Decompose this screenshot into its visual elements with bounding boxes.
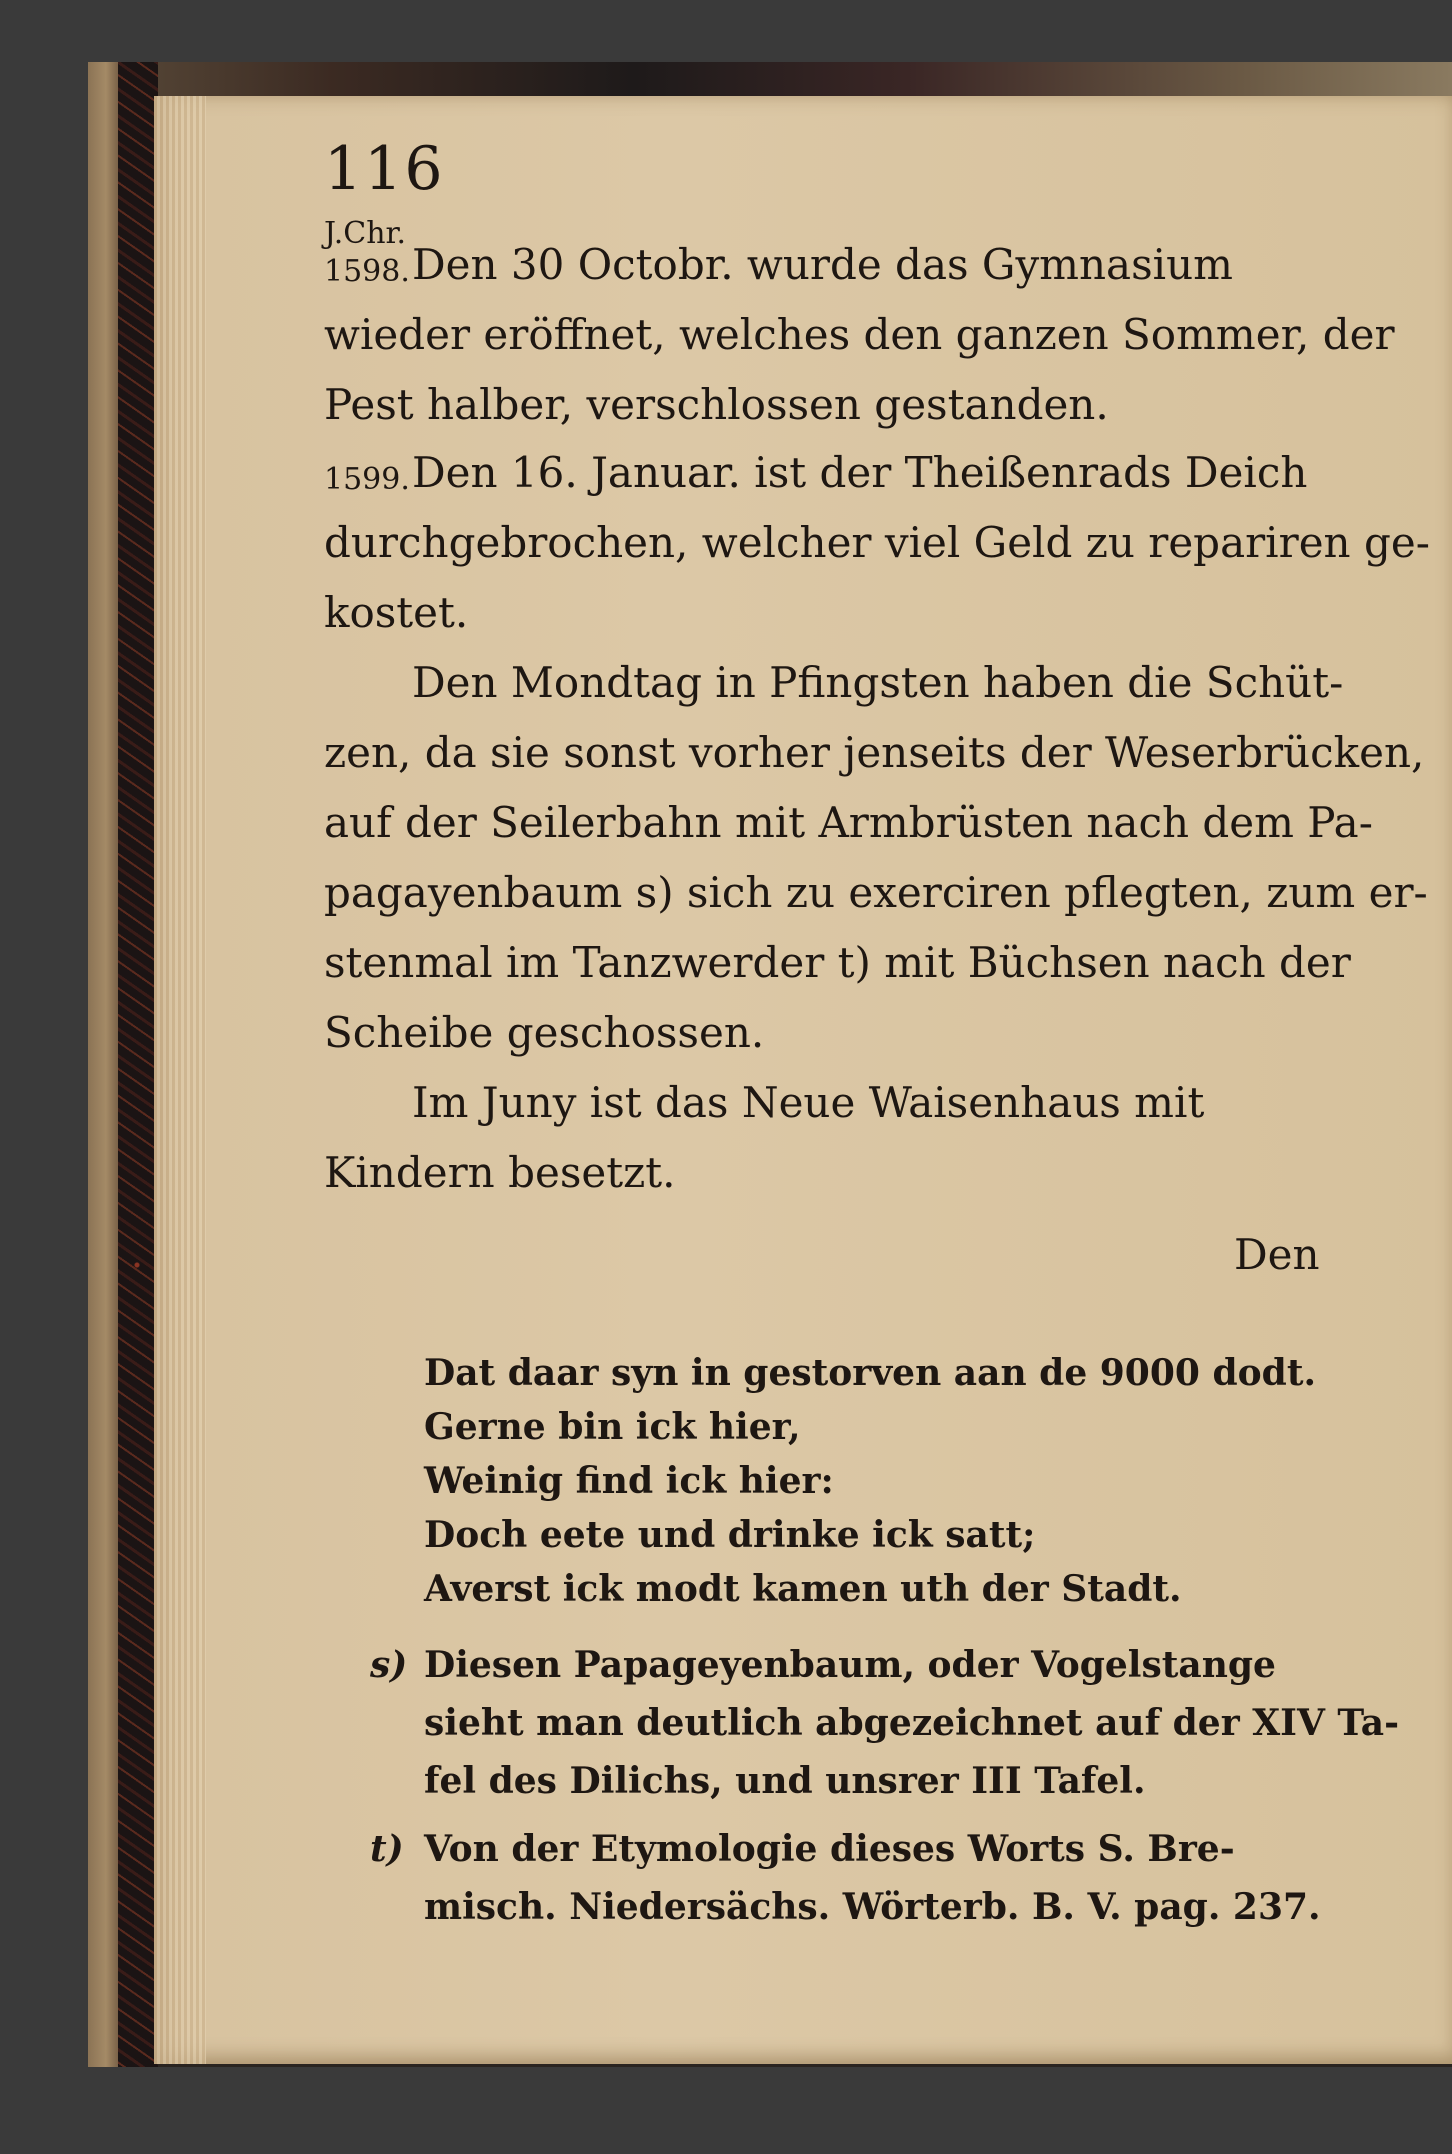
footnote-mark: s) (370, 1644, 408, 1686)
book-page (154, 96, 1452, 2064)
book-cover-top (88, 62, 1452, 100)
paragraph-line: Im Juny ist das Neue Waisenhaus mit (412, 1078, 1205, 1127)
catchword: Den (1234, 1230, 1320, 1279)
paragraph-line: auf der Seilerbahn mit Armbrüsten nach dem Pa- (324, 798, 1373, 847)
footnote-line: Von der Etymologie dieses Worts S. Bre- (424, 1828, 1235, 1870)
footnote-line: misch. Niedersächs. Wörterb. B. V. pag. 237. (424, 1886, 1321, 1928)
paragraph-line: stenmal im Tanzwerder t) mit Büchsen nach der (324, 938, 1351, 987)
entry-line: Pest halber, verschlossen gestanden. (324, 380, 1109, 429)
paragraph-line: zen, da sie sonst vorher jenseits der Weserbrücken, (324, 728, 1425, 777)
paragraph-line: Den Mondtag in Pfingsten haben die Schüt- (412, 658, 1344, 707)
page-edge (154, 96, 206, 2064)
poem-line: Dat daar syn in gestorven aan de 9000 dodt. (424, 1352, 1317, 1394)
entry-line: wieder eröffnet, welches den ganzen Sommer, der (324, 310, 1395, 359)
entry-year: 1598. (324, 254, 410, 289)
footnote-line: sieht man deutlich abgezeichnet auf der XIV Ta- (424, 1702, 1400, 1744)
paragraph-line: pagayenbaum s) sich zu exerciren pflegten, zum er- (324, 868, 1428, 917)
poem-line: Weinig find ick hier: (424, 1460, 834, 1502)
poem-line: Averst ick modt kamen uth der Stadt. (424, 1568, 1182, 1610)
entry-year: 1599. (324, 462, 410, 497)
entry-line: Den 16. Januar. ist der Theißenrads Deich (412, 448, 1308, 497)
poem-line: Gerne bin ick hier, (424, 1406, 801, 1448)
book-photo (88, 62, 1452, 2067)
entry-line: Den 30 Octobr. wurde das Gymnasium (412, 240, 1233, 289)
page-number: 116 (324, 134, 445, 204)
footnote-line: Diesen Papageyenbaum, oder Vogelstange (424, 1644, 1276, 1686)
footnote-mark: t) (370, 1828, 404, 1870)
book-spine (88, 62, 118, 2067)
entry-line: kostet. (324, 588, 469, 637)
footnote-line: fel des Dilichs, und unsrer III Tafel. (424, 1760, 1146, 1802)
poem-line: Doch eete und drinke ick satt; (424, 1514, 1036, 1556)
era-label: J.Chr. (324, 216, 407, 251)
paragraph-line: Scheibe geschossen. (324, 1008, 765, 1057)
paragraph-line: Kindern besetzt. (324, 1148, 676, 1197)
entry-line: durchgebrochen, welcher viel Geld zu repariren ge- (324, 518, 1430, 567)
